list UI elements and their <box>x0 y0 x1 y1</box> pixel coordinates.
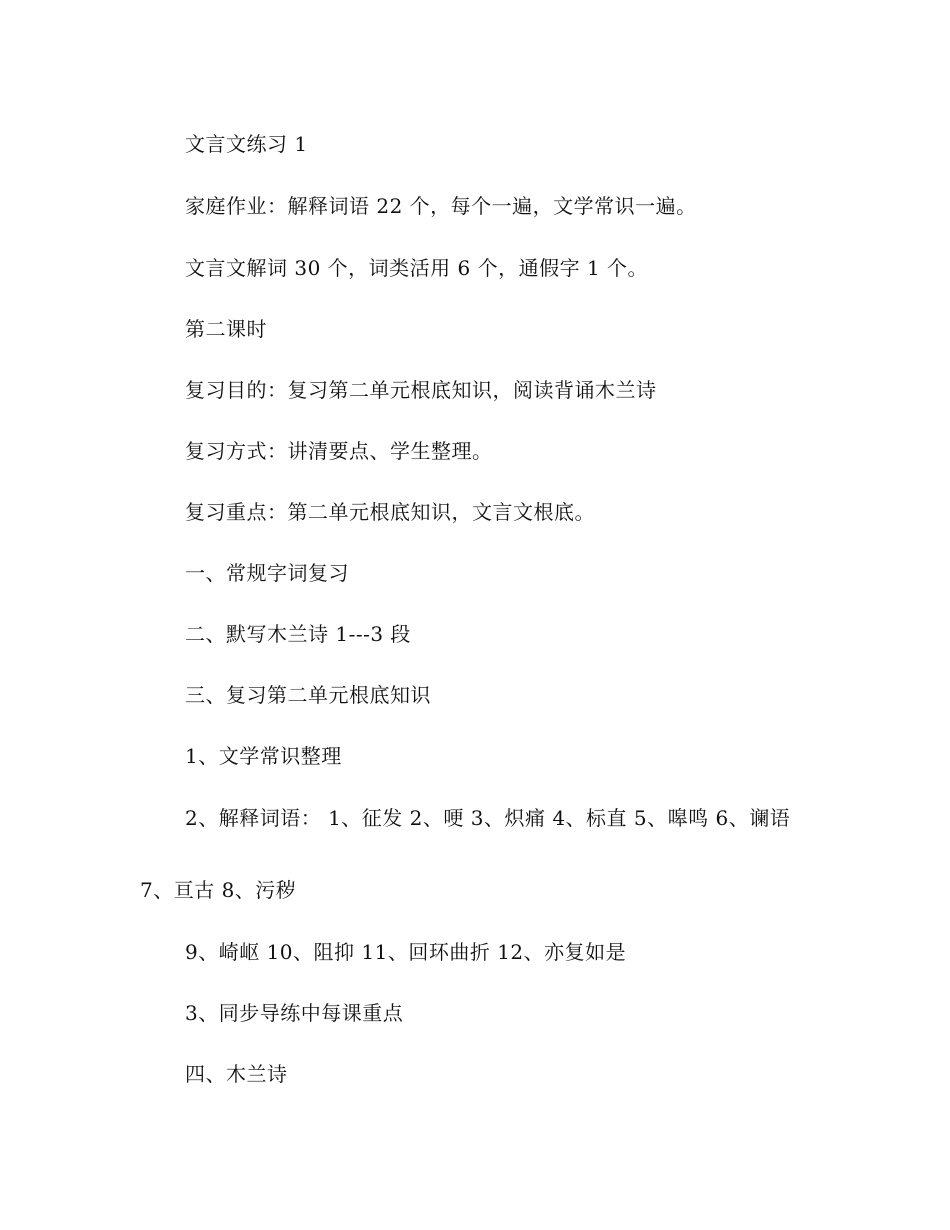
section-four-heading: 四、木兰诗 <box>185 1062 288 1086</box>
section-two-heading: 二、默写木兰诗 1---3 段 <box>185 622 411 646</box>
lesson-heading: 第二课时 <box>185 317 267 341</box>
section-three-heading: 三、复习第二单元根底知识 <box>185 683 431 707</box>
classical-vocab-line: 文言文解词 30 个，词类活用 6 个，通假字 1 个。 <box>185 256 649 280</box>
review-goal-line: 复习目的：复习第二单元根底知识，阅读背诵木兰诗 <box>185 378 657 402</box>
vocabulary-continuation-2: 9、崎岖 10、阻抑 11、回环曲折 12、亦复如是 <box>185 940 627 964</box>
vocabulary-continuation: 7、亘古 8、污秽 <box>140 878 297 902</box>
list-item-key-points: 3、同步导练中每课重点 <box>185 1001 404 1025</box>
review-focus-line: 复习重点：第二单元根底知识，文言文根底。 <box>185 500 595 524</box>
review-method-line: 复习方式：讲清要点、学生整理。 <box>185 439 493 463</box>
exercise-heading: 文言文练习 1 <box>185 132 308 156</box>
homework-line: 家庭作业：解释词语 22 个，每个一遍，文学常识一遍。 <box>185 194 697 218</box>
section-one-heading: 一、常规字词复习 <box>185 561 349 585</box>
list-item-vocabulary: 2、解释词语： 1、征发 2、哽 3、炽痛 4、标直 5、嗥鸣 6、谰语 <box>185 806 791 830</box>
list-item-literary-knowledge: 1、文学常识整理 <box>185 744 342 768</box>
